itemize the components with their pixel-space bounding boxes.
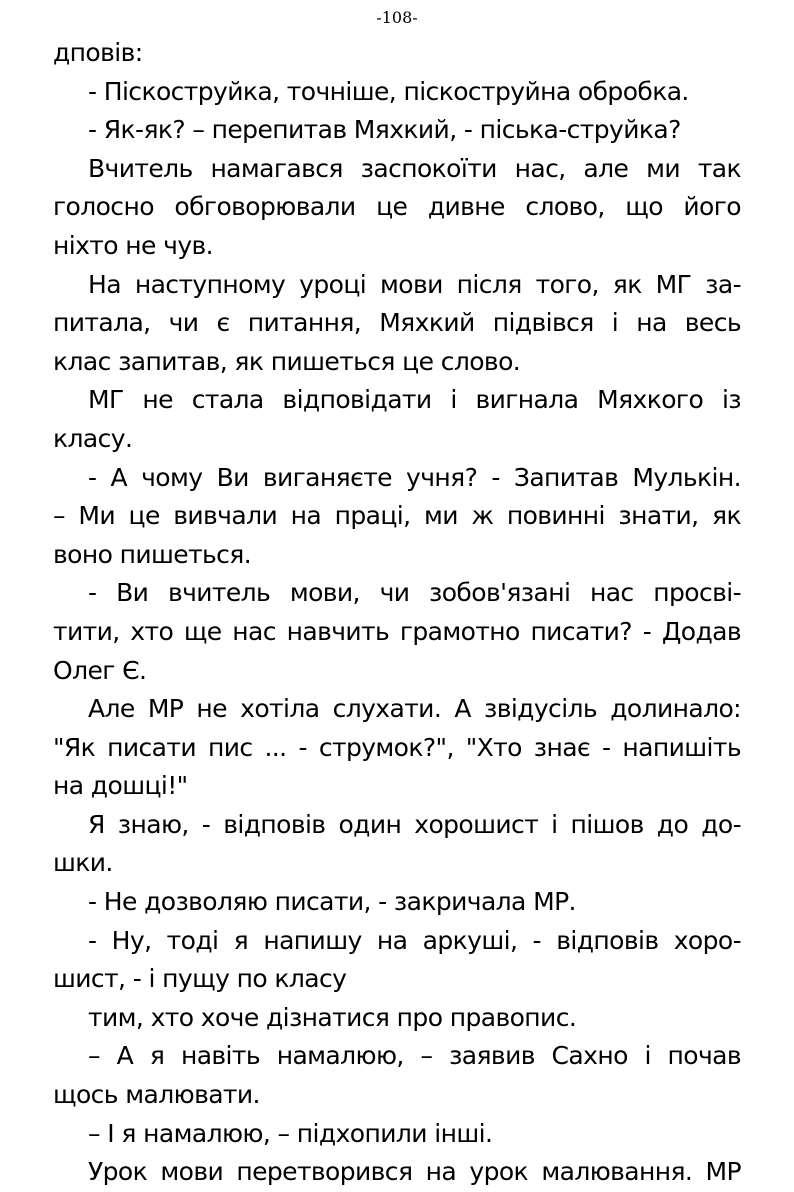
text-line: – А я навіть намалюю, – заявив Сахно і почав (88, 1041, 741, 1071)
text-line: клас запитав, як пишеться це слово. (53, 346, 521, 376)
text-line: - А чому Ви виганяєте учня? - Запитав Мулькін. (88, 462, 741, 492)
text-line: тити, хто ще нас навчить грамотно писати? - Додав (53, 616, 741, 646)
text-line: тим, хто хоче дізнатися про правопис. (88, 1002, 577, 1032)
text-line: "Як писати пис ... - струмок?", "Хто знає - напишіть (53, 732, 741, 762)
text-line: МГ не стала відповідати і вигнала Мяхкого із (88, 385, 741, 415)
text-line: шки. (53, 848, 113, 878)
text-line: голосно обговорювали це дивне слово, що його (53, 192, 741, 222)
page-number: -108- (376, 8, 418, 27)
text-line: Вчитель намагався заспокоїти нас, але ми так (88, 153, 741, 183)
text-line: класу. (53, 423, 133, 453)
body-text (53, 34, 741, 1192)
text-line: - Ну, тоді я напишу на аркуші, - відповів хоро- (88, 925, 741, 955)
text-line: - Ви вчитель мови, чи зобов'язані нас просві- (88, 578, 741, 608)
text-line: Але МР не хотіла слухати. А звідусіль долинало: (88, 694, 741, 724)
text-line: На наступному уроці мови після того, як МГ за- (88, 269, 741, 299)
text-line: ніхто не чув. (53, 230, 214, 260)
text-line: на дошці!" (53, 771, 188, 801)
text-line: дповів: (53, 38, 143, 67)
text-line: Я знаю, - відповів один хорошист і пішов до до- (88, 809, 741, 839)
text-line: питала, чи є питання, Мяхкий підвівся і на весь (53, 308, 741, 338)
text-line: – Ми це вивчали на праці, ми ж повинні знати, як (53, 501, 741, 531)
text-line: – І я намалюю, – підхопили інші. (88, 1118, 493, 1148)
text-line: - Не дозволяю писати, - закричала МР. (88, 887, 576, 917)
text-line: шист, - і пущу по класу (53, 964, 347, 994)
text-line: - Як-як? – перепитав Мяхкий, - піська-струйка? (88, 115, 681, 145)
text-line: Урок мови перетворився на урок малювання. МР (88, 1157, 741, 1187)
text-line: - Піскоструйка, точніше, піскоструйна обробка. (88, 76, 689, 106)
text-line: Олег Є. (53, 655, 147, 685)
text-line: щось малювати. (53, 1080, 260, 1110)
text-line: воно пишеться. (53, 539, 252, 569)
